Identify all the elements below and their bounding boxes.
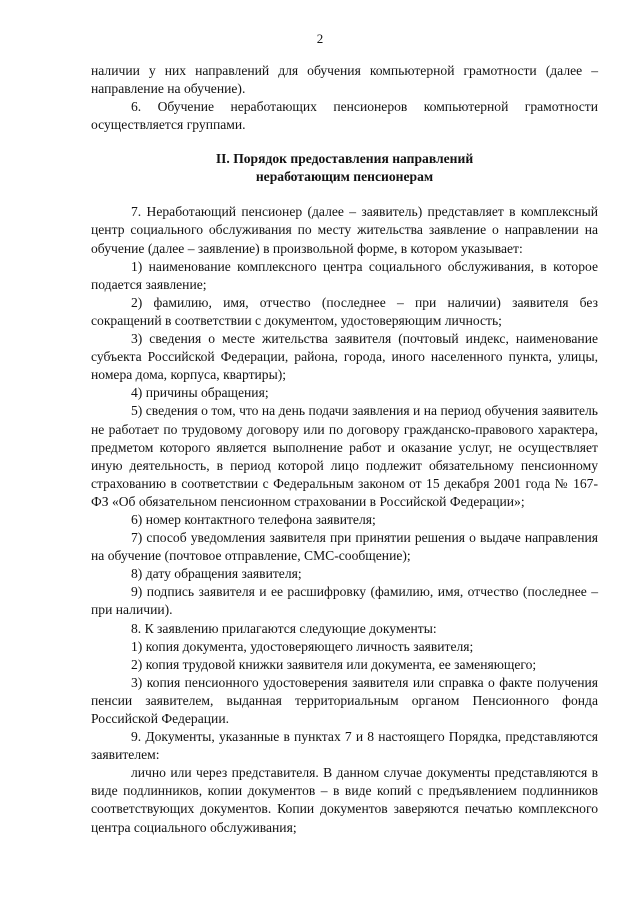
paragraph: 2) копия трудовой книжки заявителя или документа, ее заменяющего; xyxy=(131,656,537,672)
section-heading-line-1: II. Порядок предоставления направлений xyxy=(215,151,474,167)
paragraph: наличии у них направлений для обучения компьютерной грамотности (далее – направление на обучение). xyxy=(91,63,598,97)
paragraph: 3) сведения о месте жительства заявителя (почтовый индекс, наименование субъекта Российской Федерации, района, города, иного населенного пункта, улицы, номера дома, корпуса, квартиры); xyxy=(91,331,598,383)
section-heading-line-2: неработающим пенсионерам xyxy=(255,169,434,185)
paragraph: 2) фамилию, имя, отчество (последнее – при наличии) заявителя без сокращений в соответствии с документом, удостоверяющим личность; xyxy=(91,294,598,328)
paragraph: 8. К заявлению прилагаются следующие документы: xyxy=(131,620,437,636)
paragraph: 3) копия пенсионного удостоверения заявителя или справка о факте получения пенсии заявителем, выданная территориальным органом Пенсионного фонда Российской Федерации. xyxy=(91,674,598,726)
paragraph: 7. Неработающий пенсионер (далее – заявитель) представляет в комплексный центр социального обслуживания по месту жительства заявление о направлении на обучение (далее – заявление) в произвольной форме, в котором указывает: xyxy=(91,204,598,256)
paragraph-group-procedure xyxy=(91,203,598,836)
document-body xyxy=(91,62,598,837)
paragraph: 6) номер контактного телефона заявителя; xyxy=(131,511,376,527)
section-heading xyxy=(91,150,598,186)
paragraph: 1) наименование комплексного центра социального обслуживания, в которое подается заявление; xyxy=(91,258,598,292)
paragraph: 9. Документы, указанные в пунктах 7 и 8 настоящего Порядка, представляются заявителем: xyxy=(91,729,598,763)
paragraph: 1) копия документа, удостоверяющего личность заявителя; xyxy=(131,638,474,654)
page-number: 2 xyxy=(316,31,324,46)
paragraph: 5) сведения о том, что на день подачи заявления и на период обучения заявитель не работает по трудовому договору или по договору гражданско-правового характера, предметом которого является выполнение работ и оказание услуг, не осуществляет иную деятельность, в период которой лицо подлежит обязательному пенсионному страхованию в соответствии с Федеральным законом от 15 декабря 2001 года № 167-ФЗ «Об обязательном пенсионном страховании в Российской Федерации»; xyxy=(91,403,598,509)
paragraph: 9) подпись заявителя и ее расшифровку (фамилию, имя, отчество (последнее – при наличии). xyxy=(91,584,598,618)
paragraph: 4) причины обращения; xyxy=(131,385,269,401)
paragraph: лично или через представителя. В данном случае документы представляются в виде подлинников, копии документов – в виде копий с предъявлением подлинников соответствующих документов. Копии документов заверяются печатью комплексного центра социального обслуживания; xyxy=(91,765,598,835)
paragraph: 7) способ уведомления заявителя при принятии решения о выдаче направления на обучение (почтовое отправление, СМС-сообщение); xyxy=(91,530,598,564)
paragraph: 6. Обучение неработающих пенсионеров компьютерной грамотности осуществляется группами. xyxy=(91,99,598,133)
paragraph: 8) дату обращения заявителя; xyxy=(131,566,302,582)
paragraph-group-intro xyxy=(91,62,598,134)
